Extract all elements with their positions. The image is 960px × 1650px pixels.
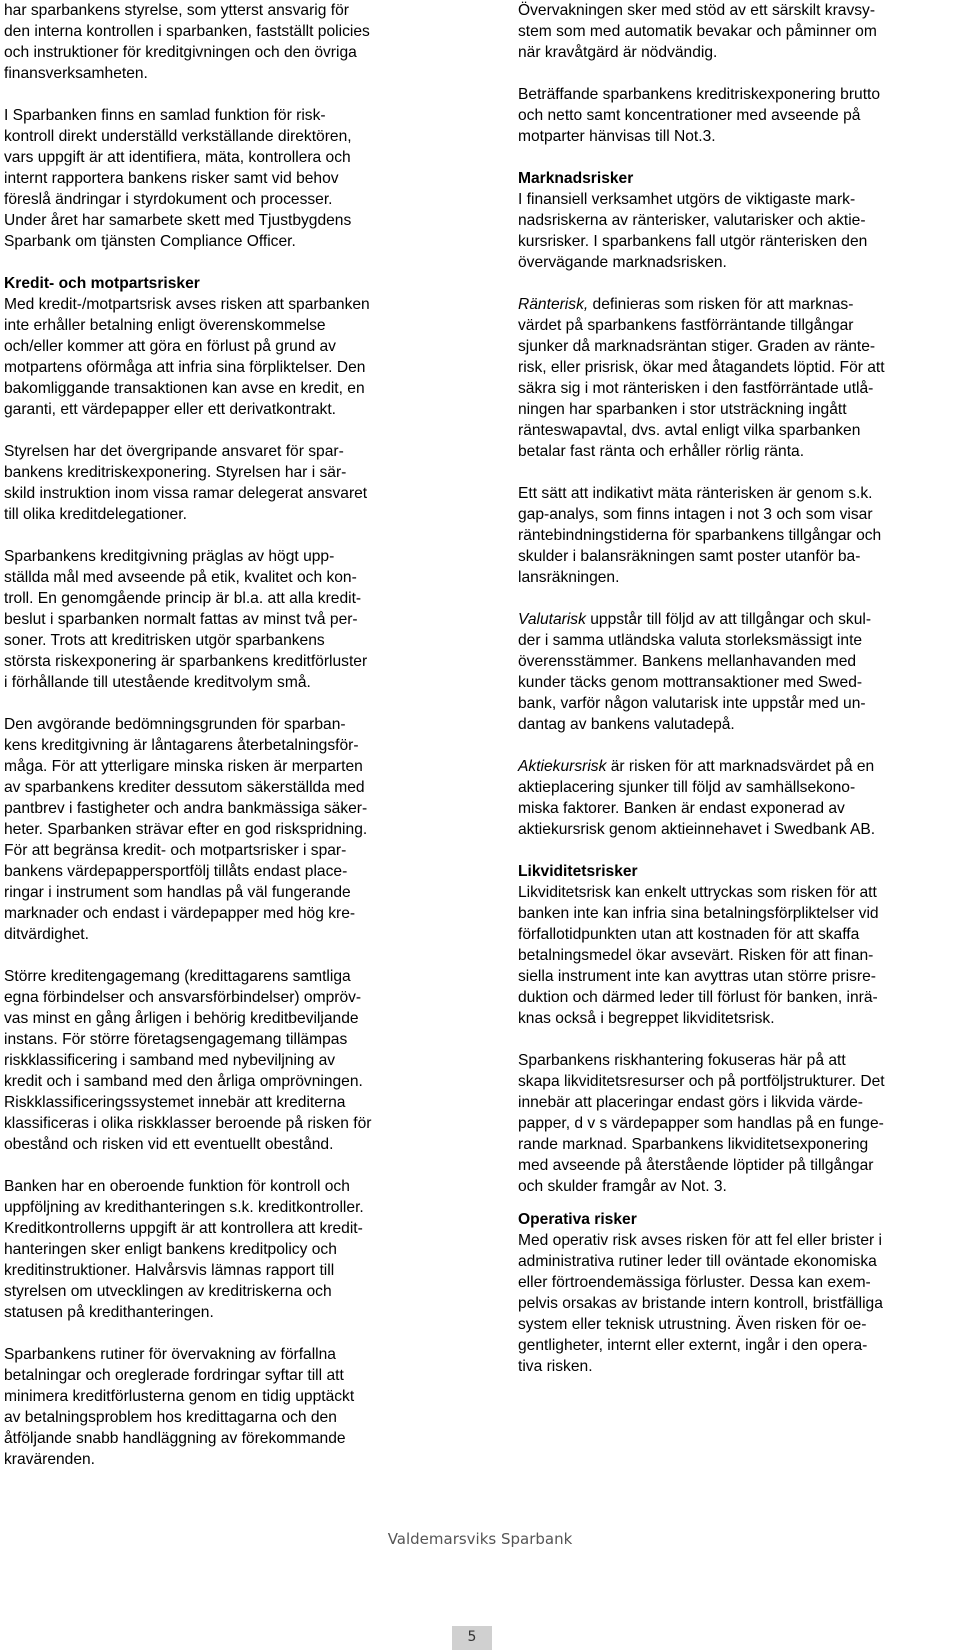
section-heading-credit: Kredit- och motpartsrisker: [4, 275, 200, 292]
left-column: [4, 0, 444, 1470]
paragraph: Med operativ risk avses risken för att fel eller brister i administrativa rutiner leder till oväntade ekonomiska eller förtroendemässiga förluster. Dessa kan exem- pelvis orsakas av bristande intern kontroll, bristfälliga system eller teknisk utrustning. Även risken för oe- gentligheter, internt eller externt, ingår i den opera- tiva risken.: [518, 1232, 883, 1375]
paragraph: Den avgörande bedömningsgrunden för sparban- kens kreditgivning är låntagarens återbetalningsför- måga. För att ytterligare minska risken är merparten av sparbankens krediter dessutom säkerställda med pantbrev i fastigheter och andra bankmässiga säker- heter. Sparbanken strävar efter en god riskspridning. För att begränsa kredit- och motpartsrisker i spar- bankens värdepappersportfölj tillåts endast place- ringar i instrument som handlas på väl fungerande marknader och endast i värdepapper med hög kre- ditvärdighet.: [4, 716, 368, 943]
term-interest-risk: Ränterisk,: [518, 296, 589, 313]
paragraph: Sparbankens riskhantering fokuseras här på att skapa likviditetsresurser och på portföljstrukturer. Det innebär att placeringar endast görs i likvida värde- papper, d v s värdepapper som handlas på en funge- rande marknad. Sparbankens likviditetsexponering med avseende på återstående löptider på tillgångar och skulder framgår av Not. 3.: [518, 1052, 885, 1195]
paragraph: Banken har en oberoende funktion för kontroll och uppföljning av kredithanteringen s.k. kreditkontroller. Kreditkontrollerns uppgift är att kontrollera att kredit- hanteringen sker enligt bankens kreditpolicy och kreditinstruktioner. Halvårsvis lämnas rapport till styrelsen om utvecklingen av kreditriskerna och statusen på kredithanteringen.: [4, 1178, 364, 1321]
section-heading-liquidity: Likviditetsrisker: [518, 863, 638, 880]
paragraph: Sparbankens rutiner för övervakning av förfallna betalningar och oreglerade fordringar syftar till att minimera kreditförlusterna genom en tidig upptäckt av betalningsproblem hos kredittagarna och den åtföljande snabb handläggning av förekommande kravärenden.: [4, 1346, 355, 1468]
paragraph-interest-risk: [518, 294, 960, 462]
paragraph-text: definieras som risken för att marknas- värdet på sparbankens fastförräntande tillgångar sjunker då marknadsräntan stiger. Graden av ränte- risk, eller prisrisk, ökar med åtagandets löptid. För att säkra sig i mot ränterisken i den fastförräntade utlå- ningen har sparbanken i stor utsträckning ingått ränteswapavtal, dvs. avtal enligt vilka sparbanken betalar fast ränta och erhåller rörlig ränta.: [518, 296, 885, 460]
paragraph-text: uppstår till följd av att tillgångar och skul- der i samma utländska valuta storleksmässigt inte överensstämmer. Bankens mellanhavanden med kunder täcks genom mottransaktioner med Swed- bank, varför någon valutarisk inte uppstår med un- dantag av bankens valutadepå.: [518, 611, 872, 733]
section-heading-market: Marknadsrisker: [518, 170, 634, 187]
section-heading-operational: Operativa risker: [518, 1211, 637, 1228]
paragraph: Beträffande sparbankens kreditriskexponering brutto och netto samt koncentrationer med avseende på motparter hänvisas till Not.3.: [518, 86, 881, 145]
term-equity-risk: Aktiekursrisk: [518, 758, 607, 775]
page-number: 5: [452, 1626, 492, 1650]
footer-bank-name: Valdemarsviks Sparbank: [387, 1530, 573, 1548]
paragraph-equity-risk: [518, 756, 960, 840]
paragraph: Ett sätt att indikativt mäta ränterisken är genom s.k. gap-analys, som finns intagen i not 3 och som visar räntebindningstiderna för sparbankens tillgångar och skulder i balansräkningen samt poster utanför ba- lansräkningen.: [518, 485, 882, 586]
paragraph: Sparbankens kreditgivning präglas av högt upp- ställda mål med avseende på etik, kvalitet och kon- troll. En genomgående princip är bl.a. att alla kredit- beslut i sparbanken normalt fattas av minst två per- soner. Trots att kreditrisken utgör sparbankens största riskexponering är sparbankens kreditförluster i förhållande till utestående kreditvolym små.: [4, 548, 368, 691]
paragraph: I Sparbanken finns en samlad funktion för risk- kontroll direkt underställd verkställande direktören, vars uppgift är att identifiera, mäta, kontrollera och internt rapportera bankens risker samt vid behov föreslå ändringar i styrdokument och processer. Under året har samarbete skett med Tjustbygdens Sparbank om tjänsten Compliance Officer.: [4, 107, 352, 250]
paragraph-currency-risk: [518, 609, 960, 735]
right-column: [518, 0, 960, 1377]
paragraph: I finansiell verksamhet utgörs de viktigaste mark- nadsriskerna av ränterisker, valutarisker och aktie- kursrisker. I sparbankens fall utgör ränterisken den övervägande marknadsrisken.: [518, 191, 868, 271]
paragraph: Med kredit-/motpartsrisk avses risken att sparbanken inte erhåller betalning enligt överenskommelse och/eller kommer att göra en förlust på grund av motpartens oförmåga att infria sina förpliktelser. Den bakomliggande transaktionen kan avse en kredit, en garanti, ett värdepapper eller ett derivatkontrakt.: [4, 296, 370, 418]
term-currency-risk: Valutarisk: [518, 611, 586, 628]
paragraph: Större kreditengagemang (kredittagarens samtliga egna förbindelser och ansvarsförbindelser) ompröv- vas minst en gång årligen i behörig kreditbeviljande instans. För större företagsengagemang tillämpas riskklassificering i samband med nybeviljning av kredit och i samband med den årliga omprövningen. Riskklassificeringssystemet innebär att krediterna klassificeras i olika riskklasser beroende på risken för obestånd och risken vid ett eventuellt obestånd.: [4, 968, 372, 1153]
paragraph: har sparbankens styrelse, som ytterst ansvarig för den interna kontrollen i sparbanken, fastställt policies och instruktioner för kreditgivningen och den övriga finansverksamheten.: [4, 2, 370, 82]
paragraph-text: är risken för att marknadsvärdet på en aktieplacering sjunker till följd av samhällsekono- miska faktorer. Banken är endast exponerad av aktiekursrisk genom aktieinnehavet i Swedbank AB.: [518, 758, 876, 838]
paragraph: Likviditetsrisk kan enkelt uttryckas som risken för att banken inte kan infria sina betalningsförpliktelser vid förfallotidpunkten utan att kostnaden för att skaffa betalningsmedel ökar avsevärt. Risken för att finan- siella instrument inte kan avyttras utan större prisre- duktion och därmed leder till förlust för banken, inrä- knas också i begreppet likviditetsrisk.: [518, 884, 879, 1027]
paragraph: Styrelsen har det övergripande ansvaret för spar- bankens kreditriskexponering. Styrelsen har i sär- skild instruktion inom vissa ramar delegerat ansvaret till olika kreditdelegationer.: [4, 443, 368, 523]
paragraph: Övervakningen sker med stöd av ett särskilt kravsy- stem som med automatik bevakar och påminner om när kravåtgärd är nödvändig.: [518, 2, 877, 61]
